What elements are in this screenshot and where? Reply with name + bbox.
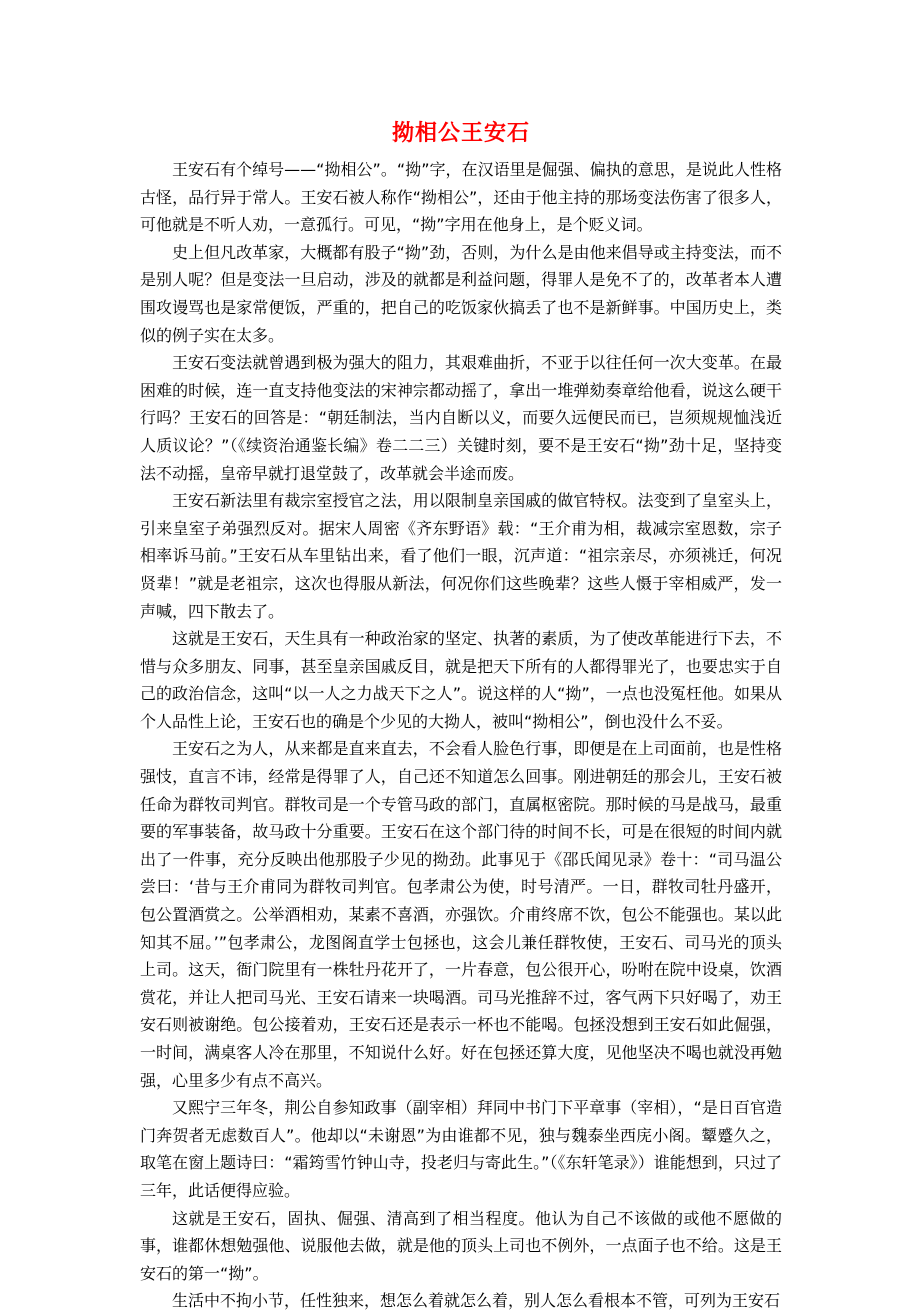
paragraph-3: 王安石变法就曾遇到极为强大的阻力，其艰难曲折，不亚于以往任何一次大变革。在最困难的时候，连一直支持他变法的宋神宗都动摇了，拿出一堆弹劾奏章给他看，说这么硬干行吗？王安石的回答是：“朝廷制法，当内自断以义，而要久远便民而已，岂须规规恤浅近人质议论？”（《续资治通鉴长编》卷二二三）关键时刻，要不是王安石“拗”劲十足，坚持变法不动摇，皇帝早就打退堂鼓了，改革就会半途而废。 [140,353,782,483]
paragraph-8: 这就是王安石，固执、倔强、清高到了相当程度。他认为自己不该做的或他不愿做的事，谁都休想勉强他、说服他去做，就是他的顶头上司也不例外，一点面子也不给。这是王安石的第一“拗”。 [140,1208,782,1283]
document-title: 拗相公王安石 [391,121,530,146]
paragraph-9: 生活中不拘小节，任性独来，想怎么着就怎么着，别人怎么看根本不管，可列为王安石 [172,1291,781,1311]
paragraph-1: 王安石有个绰号——“拗相公”。“拗”字，在汉语里是倔强、偏执的意思，是说此人性格古怪，品行异于常人。王安石被人称作“拗相公”，还由于他主持的那场变法伤害了很多人，可他就是不听人劝，一意孤行。可见，“拗”字用在他身上，是个贬义词。 [140,160,782,235]
paragraph-6: 王安石之为人，从来都是直来直去，不会看人脸色行事，即便是在上司面前，也是性格强忮，直言不讳，经常是得罪了人，自己还不知道怎么回事。刚进朝廷的那会儿，王安石被任命为群牧司判官。群牧司是一个专管马政的部门，直属枢密院。那时候的马是战马，最重要的军事装备，故马政十分重要。王安石在这个部门待的时间不长，可是在很短的时间内就出了一件事，充分反映出他那股子少见的拗劲。此事见于《邵氏闻见录》卷十：“司马温公尝曰：‘昔与王介甫同为群牧司判官。包孝肃公为使，时号清严。一日，群牧司牡丹盛开，包公置酒赏之。公举酒相劝，某素不喜酒，亦强饮。介甫终席不饮，包公不能强也。某以此知其不屈。’”包孝肃公，龙图阁直学士包拯也，这会儿兼任群牧使，王安石、司马光的顶头上司。这天，衙门院里有一株牡丹花开了，一片春意，包公很开心，吩咐在院中设桌，饮酒赏花，并让人把司马光、王安石请来一块喝酒。司马光推辞不过，客气两下只好喝了，劝王安石则被谢绝。包公接着劝，王安石还是表示一杯也不能喝。包拯没想到王安石如此倔强，一时间，满桌客人冷在那里，不知说什么好。好在包拯还算大度，见他坚决不喝也就没再勉强，心里多少有点不高兴。 [140,739,782,1090]
paragraph-5: 这就是王安石，天生具有一种政治家的坚定、执著的素质，为了使改革能进行下去，不惜与众多朋友、同事，甚至皇亲国戚反目，就是把天下所有的人都得罪光了，也要忠实于自己的政治信念，这叫“以一人之力战天下之人”。说这样的人“拗”，一点也没冤枉他。如果从个人品性上论，王安石也的确是个少见的大拗人，被叫“拗相公”，倒也没什么不妥。 [140,629,782,731]
document-page [140,118,782,1315]
paragraph-4: 王安石新法里有裁宗室授官之法，用以限制皇亲国戚的做官特权。法变到了皇室头上，引来皇室子弟强烈反对。据宋人周密《齐东野语》载：“王介甫为相，裁减宗室恩数，宗子相率诉马前。”王安石从车里钻出来，看了他们一眼，沉声道：“祖宗亲尽，亦须祧迁，何况贤辈！”就是老祖宗，这次也得服从新法，何况你们这些晚辈？这些人慑于宰相威严，发一声喊，四下散去了。 [140,491,782,621]
paragraph-2: 史上但凡改革家，大概都有股子“拗”劲，否则，为什么是由他来倡导或主持变法，而不是别人呢？但是变法一旦启动，涉及的就都是利益问题，得罪人是免不了的，改革者本人遭围攻谩骂也是家常便饭，严重的，把自己的吃饭家伙搞丢了也不是新鲜事。中国历史上，类似的例子实在太多。 [140,242,782,345]
paragraph-7: 又熙宁三年冬，荆公自参知政事（副宰相）拜同中书门下平章事（宰相），“是日百官造门奔贺者无虑数百人”。他却以“未谢恩”为由谁都不见，独与魏泰坐西庑小阁。颦蹙久之，取笔在窗上题诗曰：“霜筠雪竹钟山寺，投老归与寄此生。”（《东轩笔录》）谁能想到，只过了三年，此话便得应验。 [140,1098,782,1200]
